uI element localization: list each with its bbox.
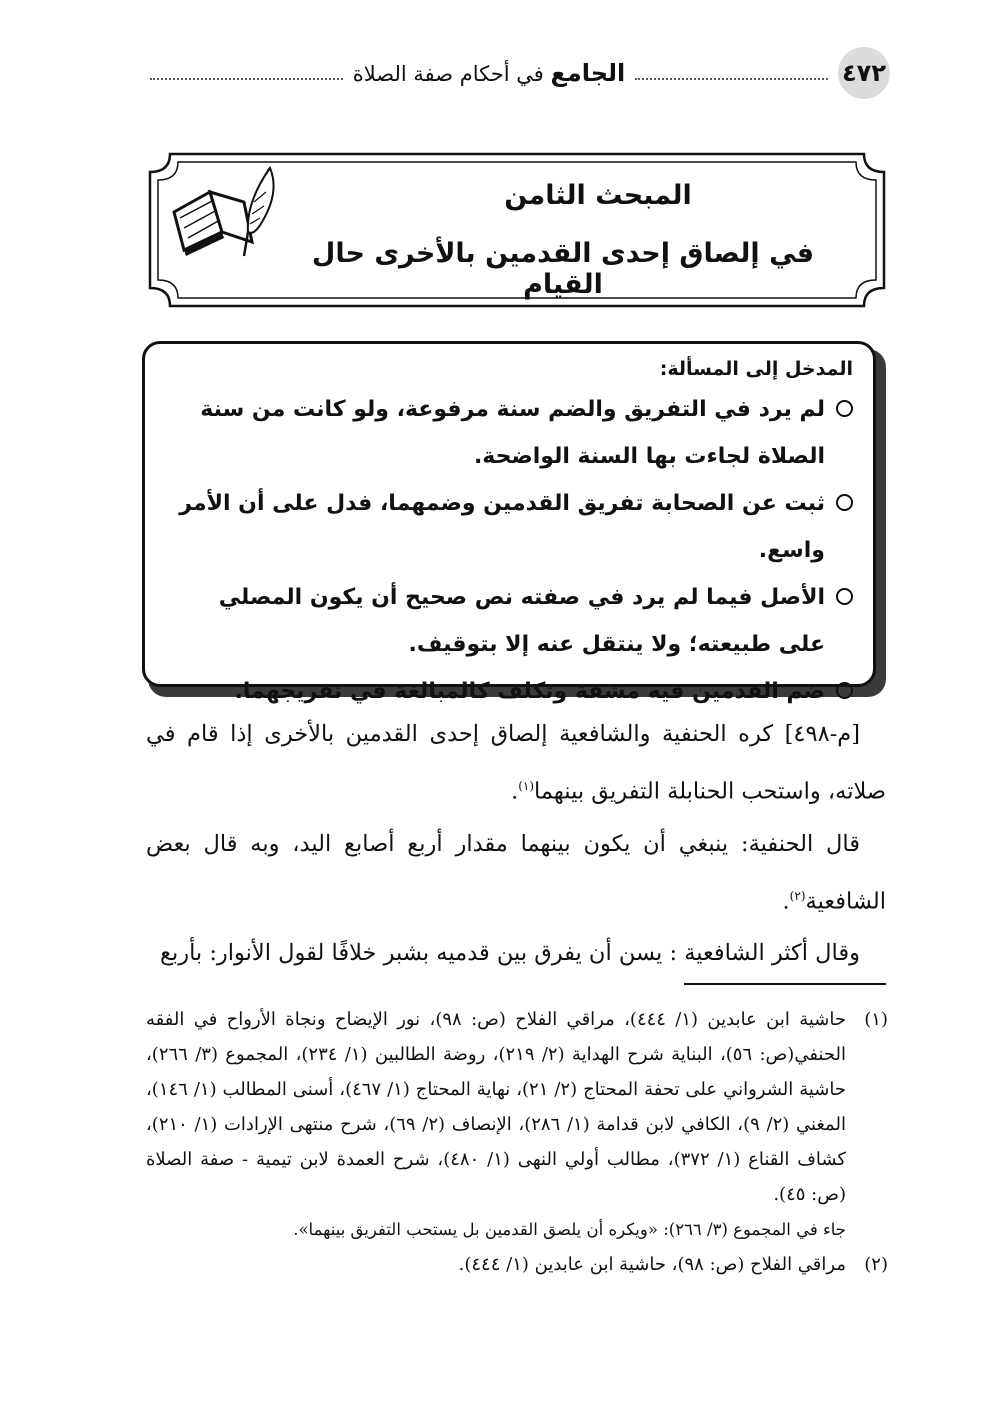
footnotes — [146, 1002, 888, 1282]
footnote-divider — [684, 983, 886, 985]
body-paragraph-3: وقال أكثر الشافعية : يسن أن يفرق بين قدميه بشبر خلافًا لقول الأنوار: بأربع — [159, 940, 860, 966]
footnote-2-text: مراقي الفلاح (ص: ٩٨)، حاشية ابن عابدين (١/ ٤٤٤). — [458, 1254, 846, 1275]
section-title-frame — [148, 152, 886, 308]
intro-item-text: الأصل فيما لم يرد في صفته نص صحيح أن يكون المصلي على طبيعته؛ ولا ينتقل عنه إلا بتوقيف. — [218, 585, 825, 657]
book-title — [353, 59, 626, 87]
intro-item — [165, 386, 853, 480]
footnote-1 — [146, 1002, 888, 1212]
footnote-1-number: (١) — [864, 1009, 888, 1030]
header-dots-right — [635, 78, 828, 80]
footnote-1-text: حاشية ابن عابدين (١/ ٤٤٤)، مراقي الفلاح (ص: ٩٨)، نور الإيضاح ونجاة الأرواح في الفقه الحنفي(ص: ٥٦)، البناية شرح الهداية (٢/ ٢١٩)، روضة الطالبين (١/ ٢٣٤)، المجموع (٣/ ٢٦٦)، حاشية الشرواني على تحفة المحتاج (٢/ ٢١)، نهاية المحتاج (١/ ٤٦٧)، أسنى المطالب (١/ ١٤٦)، المغني (٢/ ٩)، الكافي لابن قدامة (١/ ٢٨٦)، الإنصاف (٢/ ٦٩)، شرح منتهى الإرادات (١/ ٢١٠)، كشاف القناع (١/ ٣٧٢)، مطالب أولي النهى (١/ ٤٨٠)، شرح العمدة لابن تيمية - صفة الصلاة (ص: ٤٥). — [146, 1009, 847, 1205]
page-header — [140, 48, 890, 98]
body-paragraph-1: [م-٤٩٨] كره الحنفية والشافعية إلصاق إحدى القدمين بالأخرى إذا قام في صلاته، واستحب الحنابلة التفريق بينهما$^{(١)}$. — [146, 721, 886, 805]
intro-heading: المدخل إلى المسألة: — [659, 358, 853, 380]
footnote-2-number: (٢) — [864, 1254, 888, 1275]
body-paragraph-2-text: قال الحنفية: ينبغي أن يكون بينهما مقدار أربع أصابع اليد، وبه قال بعض الشافعية — [146, 830, 886, 914]
intro-item — [165, 480, 853, 574]
intro-box — [142, 341, 876, 704]
header-dots-left — [150, 78, 343, 80]
book-title-bold: الجامع — [550, 59, 626, 87]
footnote-ref-2[interactable]: (٢) — [789, 888, 806, 903]
circle-bullet-icon — [836, 400, 853, 417]
intro-item-text: لم يرد في التفريق والضم سنة مرفوعة، ولو كانت من سنة الصلاة لجاءت بها السنة الواضحة. — [200, 397, 825, 469]
footnote-ref-1[interactable]: (١) — [518, 779, 535, 793]
circle-bullet-icon — [836, 682, 853, 699]
section-title: المبحث الثامن — [504, 180, 692, 211]
circle-bullet-icon — [836, 494, 853, 511]
intro-item — [165, 574, 853, 668]
body-text — [146, 708, 886, 979]
footnote-2 — [146, 1247, 888, 1282]
book-title-rest: في أحكام صفة الصلاة — [352, 62, 544, 86]
body-paragraph-1-text: [م-٤٩٨] كره الحنفية والشافعية إلصاق إحدى القدمين بالأخرى إذا قام في صلاته، واستحب الحنابلة التفريق بينهما — [146, 721, 886, 805]
intro-item-text: ضم القدمين فيه مشقة وتكلف كالمبالغة في تفريجهما. — [234, 679, 825, 704]
section-subtitle: في إلصاق إحدى القدمين بالأخرى حال القيام — [311, 238, 815, 300]
intro-item-text: ثبت عن الصحابة تفريق القدمين وضمهما، فدل على أن الأمر واسع. — [179, 491, 825, 563]
body-paragraph-2: قال الحنفية: ينبغي أن يكون بينهما مقدار أربع أصابع اليد، وبه قال بعض الشافعية$^{(٢)}$. — [146, 830, 886, 914]
page-number: ٤٧٢ — [838, 47, 890, 99]
footnote-1-quote: جاء في المجموع (٣/ ٢٦٦): «ويكره أن يلصق القدمين بل يستحب التفريق بينهما». — [293, 1220, 846, 1239]
circle-bullet-icon — [836, 588, 853, 605]
